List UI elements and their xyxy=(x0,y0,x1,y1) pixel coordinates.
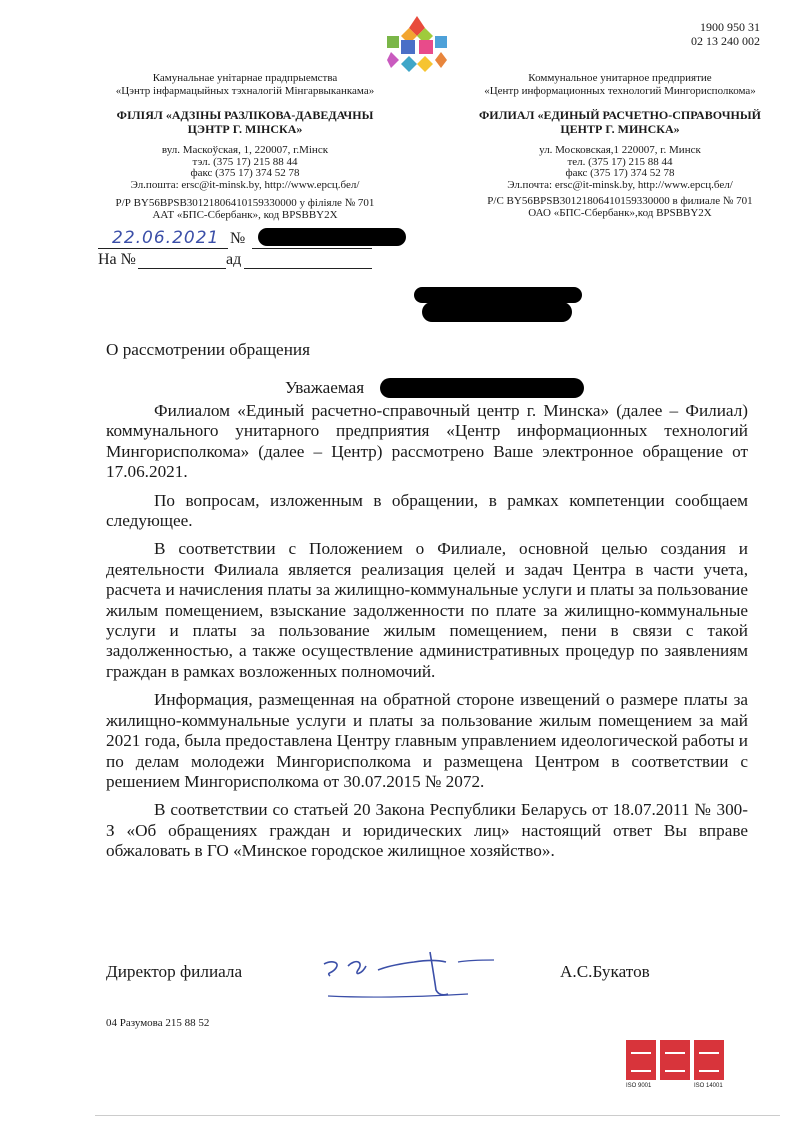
bank-line-1-by: Р/Р BY56BPSB30121806410159330000 у філіяле № 701 xyxy=(115,197,375,209)
page-bottom-edge xyxy=(95,1115,780,1116)
phone-by: тэл. (375 17) 215 88 44 xyxy=(192,155,298,168)
bank-by xyxy=(95,198,395,221)
ad-label: ад xyxy=(226,251,242,268)
address-by: вул. Маскоўская, 1, 220007, г.Мінск xyxy=(161,144,329,156)
paragraph-1: Филиалом «Единый расчетно-справочный центр г. Минска» (далее – Филиал) коммунального унитарного предприятия «Центр информационных технологий Мингорисполкома» (далее – Центр) рассмотрено Ваше электронное обращение от 17.06.2021. xyxy=(106,401,748,482)
logo-icon xyxy=(385,14,449,78)
org-line-1-ru: Коммунальное унитарное предприятие xyxy=(528,72,712,84)
phone-2: 02 13 240 002 xyxy=(691,34,760,48)
org-line-1-by: Камунальнае унітарнае прадпрыемства xyxy=(152,72,338,84)
bank-line-2-ru: ОАО «БПС-Сбербанк»,код BPSBBY2X xyxy=(528,206,712,219)
branch-line-2-ru: ЦЕНТР Г. МИНСКА» xyxy=(560,122,680,136)
signature-title: Директор филиала xyxy=(106,962,243,981)
signature-icon xyxy=(318,950,498,1002)
email-ru: Эл.почта: ersc@it-minsk.by, http://www.ерсц.бел/ xyxy=(507,178,733,191)
bank-line-2-by: ААТ «БПС-Сбербанк», код BPSBBY2X xyxy=(152,208,338,221)
subject: О рассмотрении обращения xyxy=(106,340,310,359)
ad-underline xyxy=(244,268,372,269)
iso-label-2: ISO 14001 xyxy=(694,1083,723,1089)
fax-by: факс (375 17) 374 52 78 xyxy=(190,167,300,179)
address-ru: ул. Московская,1 220007, г. Минск xyxy=(539,144,701,156)
paragraph-4: Информация, размещенная на обратной стороне извещений о размере платы за жилищно-коммунальные услуги и платы за пользование жилым помещением за май 2021 года, была предоставлена Центру главным управлением идеологической работы и по делам молодежи Мингорисполкома и размещена Центром в соответствии с решением Мингорисполкома от 30.07.2015 № 2072. xyxy=(106,690,748,791)
branch-line-2-by: ЦЭНТР Г. МІНСКА» xyxy=(187,122,303,136)
redaction-greeting-name xyxy=(380,378,584,398)
paragraph-3: В соответствии с Положением о Филиале, основной целью создания и деятельности Филиала является реализация целей и задач Центра в части учета, расчета и начисления платы за жилищно-коммунальные услуги и платы за пользование жилым помещением, взыскание задолженности по плате за жилищно-коммунальные услуги и платы за пользование жилым помещением, пени в связи с такой задолженностью, а также осуществление административных процедур по заявлениям граждан в рамках возложенных полномочий. xyxy=(106,539,748,681)
phone-1: 1900 950 31 xyxy=(700,20,760,34)
bank-ru xyxy=(460,196,780,219)
email-by: Эл.пошта: ersc@it-minsk.by, http://www.ерсц.бел/ xyxy=(130,178,360,191)
iso-mark-icon xyxy=(694,1040,724,1080)
branch-title-ru xyxy=(460,108,780,136)
paragraph-5: В соответствии со статьей 20 Закона Республики Беларусь от 18.07.2011 № 300-З «Об обращениях граждан и юридических лиц» настоящий ответ Вы вправе обжаловать в ГО «Минское городское жилищное хозяйство». xyxy=(106,800,748,861)
paragraph-2: По вопросам, изложенным в обращении, в рамках компетенции сообщаем следующее. xyxy=(106,490,748,531)
signature-name: А.С.Букатов xyxy=(560,962,650,981)
org-line-2-by: «Цэнтр інфармацыйных тэхналогій Мінгарвыканкама» xyxy=(115,85,375,97)
on-no-label: На № xyxy=(98,251,136,268)
on-no-underline xyxy=(138,268,226,269)
iso-marks xyxy=(626,1040,726,1096)
date-handwritten: 22.06.2021 xyxy=(112,228,220,248)
redaction-number xyxy=(258,228,406,246)
letter-body xyxy=(106,401,748,862)
contacts-by xyxy=(95,145,395,191)
branch-line-1-by: ФІЛІЯЛ «АДЗІНЫ РАЗЛІКОВА-ДАВЕДАЧНЫ xyxy=(116,108,374,122)
header-right xyxy=(460,72,780,98)
number-sign: № xyxy=(230,230,246,247)
branch-title-by xyxy=(95,108,395,136)
phone-block xyxy=(650,20,760,48)
redaction-addressee-2 xyxy=(422,302,572,322)
redaction-addressee-1 xyxy=(414,287,582,303)
org-line-2-ru: «Центр информационных технологий Мингорисполкома» xyxy=(484,85,756,97)
iso-mark-icon xyxy=(626,1040,656,1080)
executor-info: 04 Разумова 215 88 52 xyxy=(106,1017,210,1029)
contacts-ru xyxy=(460,145,780,191)
iso-label-1: ISO 9001 xyxy=(626,1083,652,1089)
date-underline xyxy=(98,248,228,249)
header-left xyxy=(95,72,395,98)
iso-mark-icon xyxy=(660,1040,690,1080)
greeting: Уважаемая xyxy=(285,378,365,397)
branch-line-1-ru: ФИЛИАЛ «ЕДИНЫЙ РАСЧЕТНО-СПРАВОЧНЫЙ xyxy=(478,108,762,122)
fax-ru: факс (375 17) 374 52 78 xyxy=(565,167,675,179)
bank-line-1-ru: Р/С BY56BPSB30121806410159330000 в филиале № 701 xyxy=(487,195,753,207)
phone-ru: тел. (375 17) 215 88 44 xyxy=(567,155,673,168)
number-underline xyxy=(252,248,372,249)
